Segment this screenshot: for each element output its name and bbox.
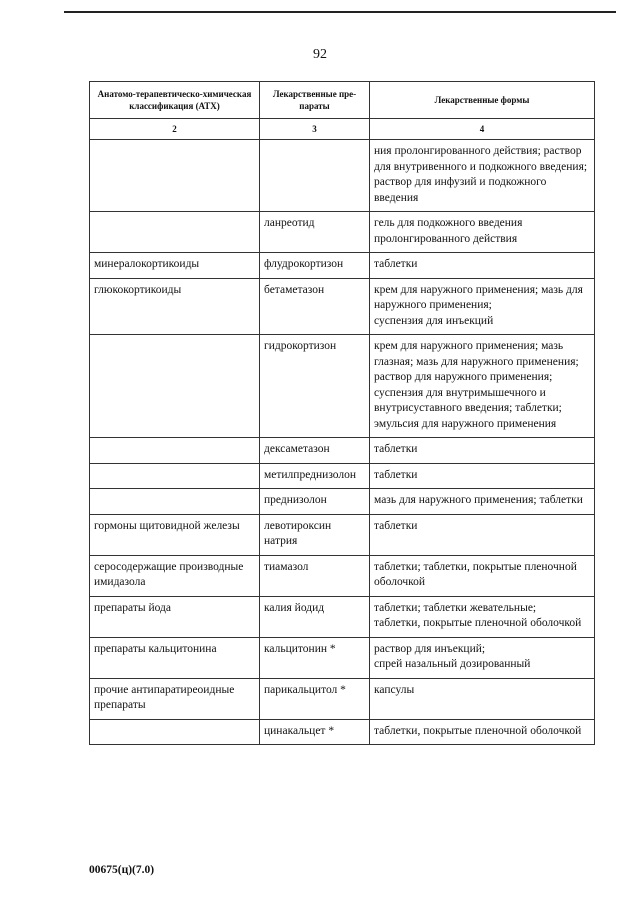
- atc-class-cell: [90, 489, 260, 515]
- drug-name-cell: бетаметазон: [260, 278, 370, 335]
- drug-name-cell: преднизолон: [260, 489, 370, 515]
- drug-name-cell: гидрокортизон: [260, 335, 370, 438]
- dosage-form-cell: таблетки: [370, 463, 595, 489]
- column-number: 2: [90, 119, 260, 140]
- table-row: [90, 637, 595, 678]
- table-row: [90, 278, 595, 335]
- drug-name-cell: флудрокортизон: [260, 253, 370, 279]
- table-row: [90, 253, 595, 279]
- atc-class-cell: [90, 335, 260, 438]
- dosage-form-cell: таблетки: [370, 438, 595, 464]
- table-row: [90, 463, 595, 489]
- header-forms: Лекарственные формы: [370, 82, 595, 119]
- drug-name-cell: метилпреднизолон: [260, 463, 370, 489]
- table-row: [90, 555, 595, 596]
- dosage-form-cell: таблетки: [370, 253, 595, 279]
- drug-name-cell: [260, 140, 370, 212]
- table-row: [90, 514, 595, 555]
- drug-name-cell: калия йодид: [260, 596, 370, 637]
- atc-class-cell: препараты кальцитонина: [90, 637, 260, 678]
- table-row: [90, 335, 595, 438]
- column-number: 4: [370, 119, 595, 140]
- drug-name-cell: левотироксин натрия: [260, 514, 370, 555]
- drug-name-cell: парикальцитол *: [260, 678, 370, 719]
- dosage-form-cell: ния пролонгированного действия; раствор для внутривенного и подкожного введения; раствор для инфузий и подкожного введения: [370, 140, 595, 212]
- dosage-form-cell: крем для наружного применения; мазь глазная; мазь для наружного применения; раствор для наружного применения; суспензия для внутримышечного и внутрисуставного введения; таблетки; эмульсия для наружного применения: [370, 335, 595, 438]
- atc-class-cell: глюкокортикоиды: [90, 278, 260, 335]
- dosage-form-cell: таблетки; таблетки, покрытые пленочной оболочкой: [370, 555, 595, 596]
- dosage-form-cell: крем для наружного применения; мазь для наружного применения; суспензия для инъекций: [370, 278, 595, 335]
- column-number-row: [90, 119, 595, 140]
- table-row: [90, 596, 595, 637]
- table-row: [90, 678, 595, 719]
- atc-class-cell: прочие антипаратиреоидные препараты: [90, 678, 260, 719]
- atc-class-cell: минералокортикоиды: [90, 253, 260, 279]
- atc-class-cell: [90, 212, 260, 253]
- table-row: [90, 489, 595, 515]
- dosage-form-cell: раствор для инъекций; спрей назальный дозированный: [370, 637, 595, 678]
- dosage-form-cell: таблетки, покрытые пленочной оболочкой: [370, 719, 595, 745]
- atc-class-cell: [90, 438, 260, 464]
- table-body: [90, 140, 595, 745]
- atc-class-cell: гормоны щитовидной железы: [90, 514, 260, 555]
- footer-code: 00675(ц)(7.0): [89, 864, 155, 876]
- atc-class-cell: серосодержащие производные имидазола: [90, 555, 260, 596]
- dosage-form-cell: таблетки; таблетки жевательные; таблетки, покрытые пленочной оболочкой: [370, 596, 595, 637]
- header-row: [90, 82, 595, 119]
- medication-table: [89, 81, 595, 745]
- table-row: [90, 438, 595, 464]
- atc-class-cell: [90, 140, 260, 212]
- drug-name-cell: тиамазол: [260, 555, 370, 596]
- drug-name-cell: дексаметазон: [260, 438, 370, 464]
- table-row: [90, 719, 595, 745]
- table-row: [90, 140, 595, 212]
- dosage-form-cell: таблетки: [370, 514, 595, 555]
- atc-class-cell: препараты йода: [90, 596, 260, 637]
- dosage-form-cell: гель для подкожного введения пролонгированного действия: [370, 212, 595, 253]
- table-row: [90, 212, 595, 253]
- dosage-form-cell: мазь для наружного применения; таблетки: [370, 489, 595, 515]
- drug-name-cell: ланреотид: [260, 212, 370, 253]
- atc-class-cell: [90, 463, 260, 489]
- top-rule: [64, 11, 616, 13]
- page-number: 92: [313, 47, 327, 62]
- column-number: 3: [260, 119, 370, 140]
- atc-class-cell: [90, 719, 260, 745]
- drug-name-cell: кальцитонин *: [260, 637, 370, 678]
- header-atc: Анатомо-терапевтическо-химическая классификация (АТХ): [90, 82, 260, 119]
- drug-name-cell: цинакальцет *: [260, 719, 370, 745]
- header-drugs: Лекарственные пре-параты: [260, 82, 370, 119]
- dosage-form-cell: капсулы: [370, 678, 595, 719]
